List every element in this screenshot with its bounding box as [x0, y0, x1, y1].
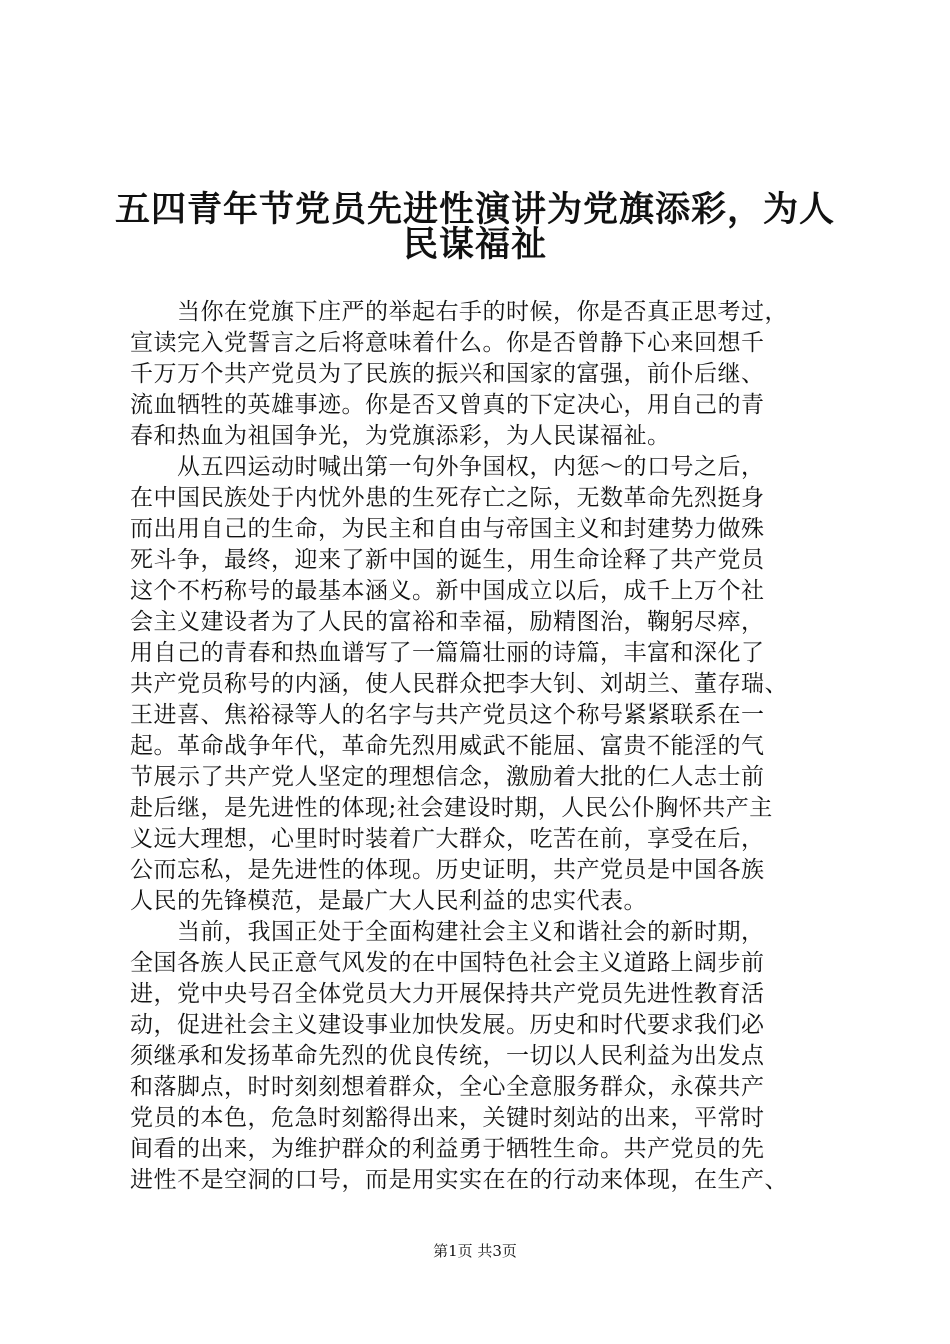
body-line: 起。革命战争年代，革命先烈用威武不能屈、富贵不能淫的气: [130, 733, 765, 759]
body-line: 死斗争，最终，迎来了新中国的诞生，用生命诠释了共产党员: [130, 547, 765, 573]
body-line: 王进喜、焦裕禄等人的名字与共产党员这个称号紧紧联系在一: [130, 702, 765, 728]
body-line: 赴后继，是先进性的体现;社会建设时期，人民公仆胸怀共产主: [130, 795, 773, 821]
page-number-footer: 第1页 共3页: [433, 1242, 517, 1260]
body-line: 全国各族人民正意气风发的在中国特色社会主义道路上阔步前: [130, 950, 765, 976]
body-line: 当前，我国正处于全面构建社会主义和谐社会的新时期，: [130, 919, 765, 945]
body-line: 宣读完入党誓言之后将意味着什么。你是否曾静下心来回想千: [130, 330, 765, 356]
body-line: 动，促进社会主义建设事业加快发展。历史和时代要求我们必: [130, 1012, 765, 1038]
body-line: 当你在党旗下庄严的举起右手的时候，你是否真正思考过，: [130, 299, 788, 325]
document-title-line-2: 民谋福祉: [402, 224, 547, 265]
body-line: 和落脚点，时时刻刻想着群众，全心全意服务群众，永葆共产: [130, 1074, 765, 1100]
body-line: 在中国民族处于内忧外患的生死存亡之际，无数革命先烈挺身: [130, 485, 765, 511]
body-line: 千万万个共产党员为了民族的振兴和国家的富强，前仆后继、: [130, 361, 765, 387]
body-line: 而出用自己的生命，为民主和自由与帝国主义和封建势力做殊: [130, 516, 765, 542]
document-title-line-1: 五四青年节党员先进性演讲为党旗添彩，为人: [114, 189, 835, 230]
body-line: 这个不朽称号的最基本涵义。新中国成立以后，成千上万个社: [130, 578, 765, 604]
body-line: 春和热血为祖国争光，为党旗添彩，为人民谋福祉。: [130, 423, 671, 449]
body-line: 进，党中央号召全体党员大力开展保持共产党员先进性教育活: [130, 981, 765, 1007]
body-line: 会主义建设者为了人民的富裕和幸福，励精图治，鞠躬尽瘁，: [130, 609, 765, 635]
body-line: 流血牺牲的英雄事迹。你是否又曾真的下定决心，用自己的青: [130, 392, 765, 418]
body-line: 从五四运动时喊出第一句外争国权，内惩～的口号之后，: [130, 454, 765, 480]
body-line: 用自己的青春和热血谱写了一篇篇壮丽的诗篇，丰富和深化了: [130, 640, 765, 666]
document-body: [130, 297, 820, 1196]
body-line: 共产党员称号的内涵，使人民群众把李大钊、刘胡兰、董存瑞、: [130, 671, 788, 697]
body-line: 人民的先锋模范，是最广大人民利益的忠实代表。: [130, 888, 647, 914]
body-line: 间看的出来，为维护群众的利益勇于牺牲生命。共产党员的先: [130, 1136, 765, 1162]
body-line: 须继承和发扬革命先烈的优良传统，一切以人民利益为出发点: [130, 1043, 765, 1069]
body-line: 义远大理想，心里时时装着广大群众，吃苦在前，享受在后，: [130, 826, 765, 852]
body-line: 进性不是空洞的口号，而是用实实在在的行动来体现，在生产、: [130, 1167, 788, 1193]
body-line: 节展示了共产党人坚定的理想信念，激励着大批的仁人志士前: [130, 764, 765, 790]
body-line: 公而忘私，是先进性的体现。历史证明，共产党员是中国各族: [130, 857, 765, 883]
body-line: 党员的本色，危急时刻豁得出来，关键时刻站的出来，平常时: [130, 1105, 765, 1131]
